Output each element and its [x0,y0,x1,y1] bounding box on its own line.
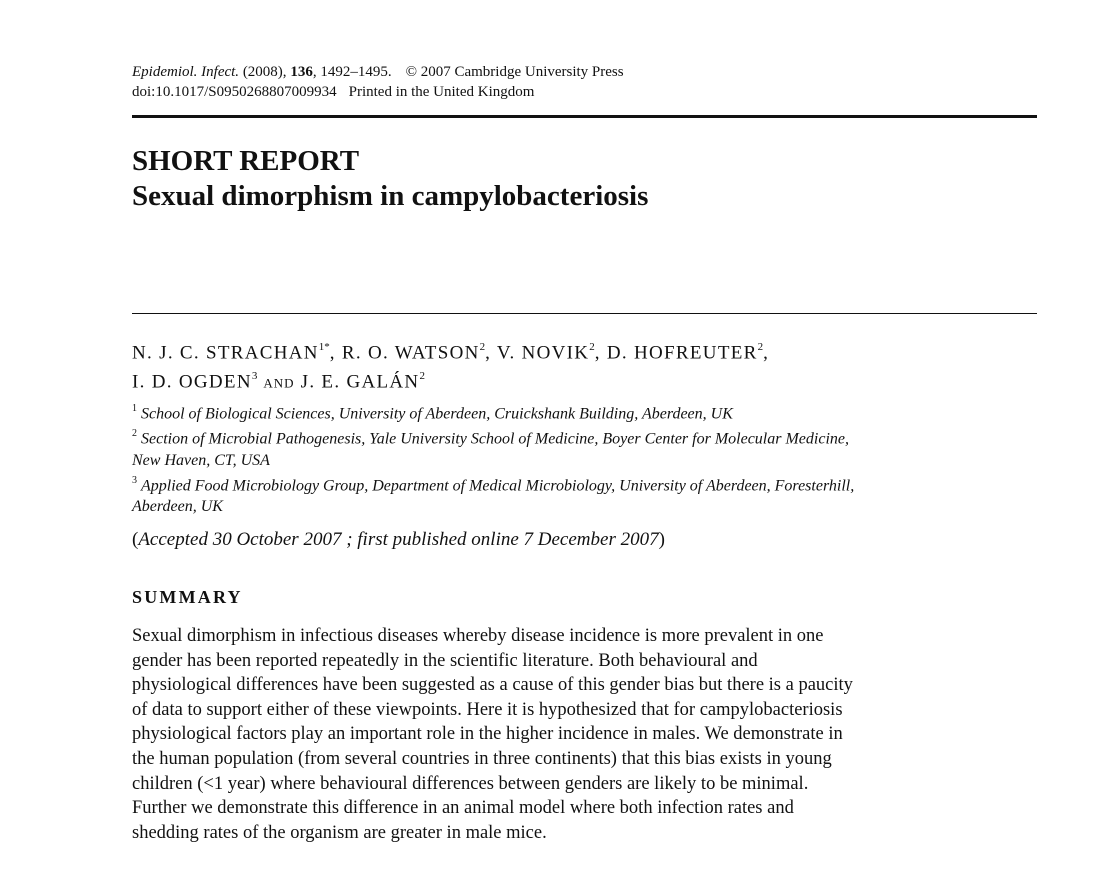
citation-line [132,62,624,82]
author-conjunction: AND [263,375,295,391]
affiliation-1 [132,399,854,424]
author-affiliation-mark: 1* [318,341,330,353]
doi-line [132,82,624,102]
author-name: R. O. WATSON [341,342,480,364]
article-page [132,0,1037,887]
author-name: J. E. GALÁN [300,371,420,393]
title-block [132,144,648,214]
journal-header [132,62,624,102]
author-affiliation-mark: 2 [419,370,425,383]
affiliation-number: 2 [132,428,137,440]
accepted-open-paren: ( [132,529,139,550]
journal-pages: , 1492–1495. [312,64,392,80]
journal-abbrev: Epidemiol. Infect. [132,64,240,80]
printed-notice: Printed in the United Kingdom [348,84,535,100]
summary-line: the human population (from several countries in three continents) that this bias exists in young [132,748,832,769]
author-name: N. J. C. STRACHAN [132,342,319,364]
affiliation-2-continued: New Haven, CT, USA [132,451,270,469]
affiliation-3-continued: Aberdeen, UK [132,497,223,515]
author-name: I. D. OGDEN [132,371,252,393]
affiliation-3 [132,471,854,496]
summary-line: of data to support either of these viewpoints. Here it is hypothesized that for campylobacteriosis [132,699,843,720]
affiliation-text: School of Biological Sciences, University of Aberdeen, Cruickshank Building, Aberdeen, UK [141,405,733,423]
author-separator: , [329,342,342,364]
summary-line: Sexual dimorphism in infectious diseases whereby disease incidence is more prevalent in one [132,626,824,646]
author-line-1 [132,336,769,365]
summary-line: gender has been reported repeatedly in the scientific literature. Both behavioural and [132,650,758,671]
author-line-2 [132,365,769,395]
author-affiliation-mark: 2 [479,341,486,353]
header-rule [132,115,1037,118]
affiliation-text: Applied Food Microbiology Group, Department of Medical Microbiology, University of Aberdeen, Foresterhill, [141,476,855,494]
summary-line: physiological factors play an important role in the higher incidence in males. We demonstrate in [132,724,843,745]
journal-year: (2008), [242,64,287,80]
affiliation-text: Section of Microbial Pathogenesis, Yale University School of Medicine, Boyer Center for Molecular Medicine, [141,430,849,448]
affiliation-2 [132,424,854,449]
summary-body [132,624,853,845]
article-title: Sexual dimorphism in campylobacteriosis [132,180,649,212]
doi: doi:10.1017/S0950268807009934 [132,84,337,100]
copyright-notice: © 2007 Cambridge University Press [405,64,624,80]
author-list [132,336,769,396]
author-affiliation-mark: 2 [757,341,764,353]
affiliation-list [132,399,854,517]
summary-line: children (<1 year) where behavioural differences between genders are likely to be minimal. [132,773,809,794]
author-name: V. NOVIK [496,342,590,364]
accepted-close-paren: ) [658,529,665,550]
author-affiliation-mark: 2 [589,341,595,353]
author-separator: , [485,342,497,364]
summary-heading: SUMMARY [132,587,243,607]
summary-line: shedding rates of the organism are greater in male mice. [132,822,547,843]
article-type-label: SHORT REPORT [132,145,360,177]
summary-line: Further we demonstrate this difference in an animal model where both infection rates and [132,798,794,819]
author-name: D. HOFREUTER [606,342,758,364]
journal-volume: 136 [290,64,313,80]
author-separator: , [594,342,607,364]
author-separator: , [763,342,770,364]
affiliation-number: 1 [132,403,137,414]
author-affiliation-mark: 3 [251,370,258,383]
accepted-text: Accepted 30 October 2007 ; first published online 7 December 2007 [138,529,659,550]
affiliation-number: 3 [132,474,137,486]
summary-line: physiological differences have been suggested as a cause of this gender bias but there is a paucity [132,675,853,696]
title-rule [132,313,1037,314]
accepted-dates [132,528,665,552]
